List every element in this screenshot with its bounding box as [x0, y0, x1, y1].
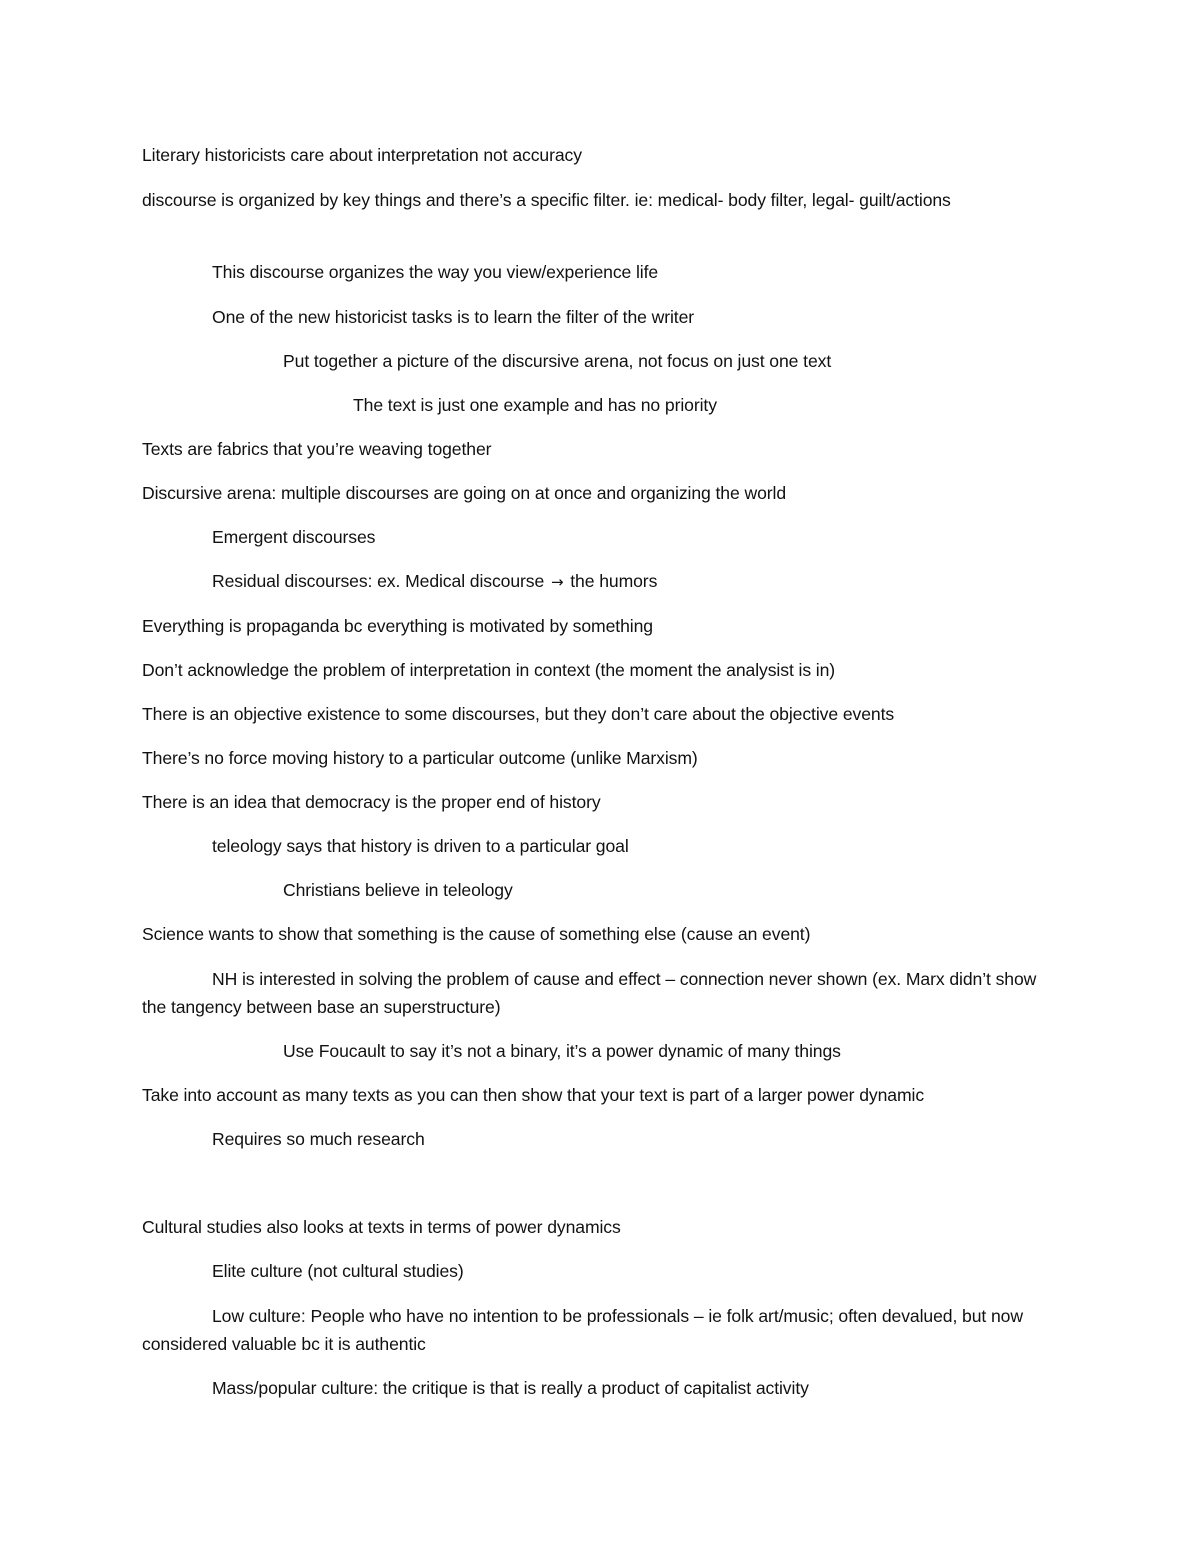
note-line: Discursive arena: multiple discourses are going on at once and organizing the world: [142, 483, 787, 503]
note-line: Science wants to show that something is the cause of something else (cause an event): [142, 924, 811, 944]
arrow-right-icon: →: [550, 573, 564, 591]
note-line: Everything is propaganda bc everything is motivated by something: [142, 616, 653, 636]
note-line: Use Foucault to say it’s not a binary, it’s a power dynamic of many things: [283, 1041, 841, 1061]
note-line: One of the new historicist tasks is to learn the filter of the writer: [212, 307, 695, 327]
note-line: teleology says that history is driven to a particular goal: [212, 836, 629, 856]
note-line: Emergent discourses: [212, 527, 376, 547]
note-line: Texts are fabrics that you’re weaving together: [142, 439, 492, 459]
note-line: This discourse organizes the way you view/experience life: [212, 262, 659, 282]
note-line: There is an objective existence to some discourses, but they don’t care about the objective events: [142, 704, 895, 724]
note-line: Cultural studies also looks at texts in terms of power dynamics: [142, 1217, 621, 1237]
note-line: NH is interested in solving the problem of cause and effect – connection never shown (ex. Marx didn’t show the tangency between base an superstructure): [142, 969, 1037, 1017]
note-line: The text is just one example and has no priority: [353, 395, 717, 415]
note-line: There’s no force moving history to a particular outcome (unlike Marxism): [142, 748, 698, 768]
note-line: Take into account as many texts as you can then show that your text is part of a larger power dynamic: [142, 1085, 925, 1105]
note-line: Requires so much research: [212, 1129, 425, 1149]
note-line: [212, 567, 657, 596]
note-text: Residual discourses: ex. Medical discourse: [212, 571, 545, 591]
note-line: Christians believe in teleology: [283, 880, 513, 900]
note-line: Mass/popular culture: the critique is that is really a product of capitalist activity: [212, 1378, 809, 1398]
note-line: Don’t acknowledge the problem of interpretation in context (the moment the analysist is in): [142, 660, 836, 680]
note-line: Low culture: People who have no intention to be professionals – ie folk art/music; often devalued, but now considered valuable bc it is authentic: [142, 1306, 1023, 1354]
note-line: Elite culture (not cultural studies): [212, 1261, 464, 1281]
note-line: Literary historicists care about interpretation not accuracy: [142, 145, 582, 165]
note-text: the humors: [570, 571, 658, 591]
note-line: Put together a picture of the discursive arena, not focus on just one text: [283, 351, 832, 371]
note-line: There is an idea that democracy is the proper end of history: [142, 792, 601, 812]
note-line: discourse is organized by key things and there’s a specific filter. ie: medical- body filter, legal- guilt/actions: [142, 190, 951, 210]
